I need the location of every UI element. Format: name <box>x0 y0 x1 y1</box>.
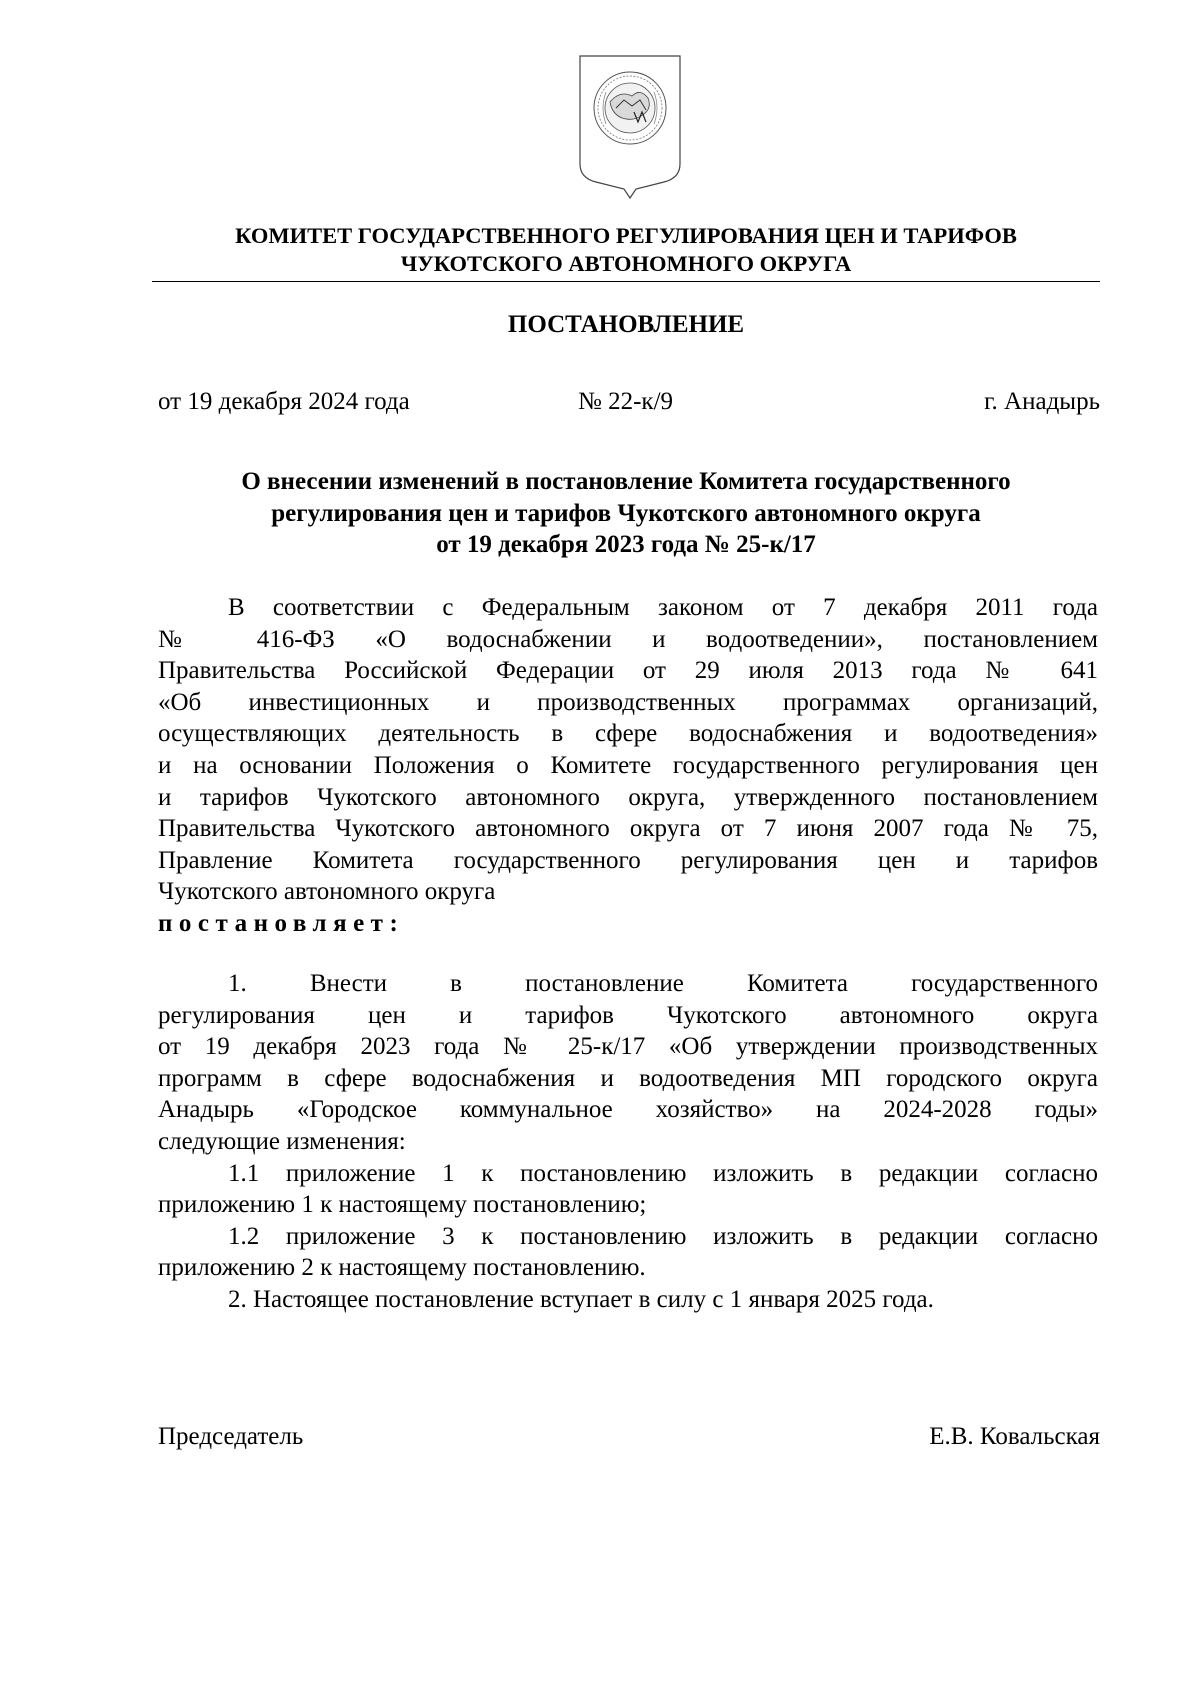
clauses-section <box>158 968 1098 1316</box>
coat-of-arms-icon <box>576 52 684 202</box>
header-divider <box>152 281 1100 282</box>
preamble-line: № 416-ФЗ «О водоснабжении и водоотведении», постановлением <box>158 625 1098 653</box>
clause-line: 1.2 приложение 3 к постановлению изложить в редакции согласно <box>228 1222 1098 1250</box>
committee-name-line-2: ЧУКОТСКОГО АВТОНОМНОГО ОКРУГА <box>400 251 852 276</box>
preamble-line: Правительства Чукотского автономного округа от 7 июня 2007 года № 75, <box>158 815 1098 843</box>
clause-line: 1.1 приложение 1 к постановлению изложить в редакции согласно <box>228 1159 1098 1187</box>
document-number: № 22-к/9 <box>578 388 674 415</box>
clause-line: приложению 2 к настоящему постановлению. <box>158 1254 646 1282</box>
chukotka-coat-of-arms-icon <box>576 52 684 202</box>
preamble-line: «Об инвестиционных и производственных программах организаций, <box>158 688 1098 716</box>
clause-line: программ в сфере водоснабжения и водоотведения МП городского округа <box>158 1064 1098 1092</box>
clause-line: Анадырь «Городское коммунальное хозяйство» на 2024-2028 годы» <box>158 1096 1098 1124</box>
document-date: от 19 декабря 2024 года <box>158 388 410 415</box>
document-type: ПОСТАНОВЛЕНИЕ <box>507 311 745 338</box>
preamble-paragraph <box>158 592 1098 908</box>
title-line: от 19 декабря 2023 года № 25-к/17 <box>436 531 816 558</box>
preamble-line: Правительства Российской Федерации от 29 июля 2013 года № 641 <box>158 657 1098 685</box>
clause-line: от 19 декабря 2023 года № 25-к/17 «Об утверждении производственных <box>158 1033 1098 1061</box>
document-place: г. Анадырь <box>984 388 1100 415</box>
clause-line: следующие изменения: <box>158 1127 406 1155</box>
clause-line: 1. Внести в постановление Комитета государственного <box>228 970 1098 997</box>
preamble-line: Чукотского автономного округа <box>158 878 496 906</box>
signatory-position: Председатель <box>158 1423 304 1450</box>
preamble-line: Правление Комитета государственного регулирования цен и тарифов <box>158 846 1098 874</box>
signatory-name: Е.В. Ковальская <box>929 1423 1100 1450</box>
clause-line: приложению 1 к настоящему постановлению; <box>158 1191 647 1219</box>
committee-name-line-1: КОМИТЕТ ГОСУДАРСТВЕННОГО РЕГУЛИРОВАНИЯ ЦЕН И ТАРИФОВ <box>235 223 1017 248</box>
clause-line: регулирования цен и тарифов Чукотского автономного округа <box>158 1001 1098 1029</box>
preamble-line: В соответствии с Федеральным законом от 7 декабря 2011 года <box>228 594 1098 621</box>
title-line: О внесении изменений в постановление Комитета государственного <box>241 468 1011 495</box>
title-line: регулирования цен и тарифов Чукотского автономного округа <box>271 499 981 527</box>
preamble-line: и тарифов Чукотского автономного округа, утвержденного постановлением <box>158 783 1098 811</box>
document-title <box>152 466 1100 561</box>
resolves-word: постановляет: <box>158 910 405 937</box>
preamble-line: осуществляющих деятельность в сфере водоснабжения и водоотведения» <box>158 720 1098 748</box>
preamble-line: и на основании Положения о Комитете государственного регулирования цен <box>158 751 1098 779</box>
clause-line: 2. Настоящее постановление вступает в силу с 1 января 2025 года. <box>228 1285 934 1313</box>
